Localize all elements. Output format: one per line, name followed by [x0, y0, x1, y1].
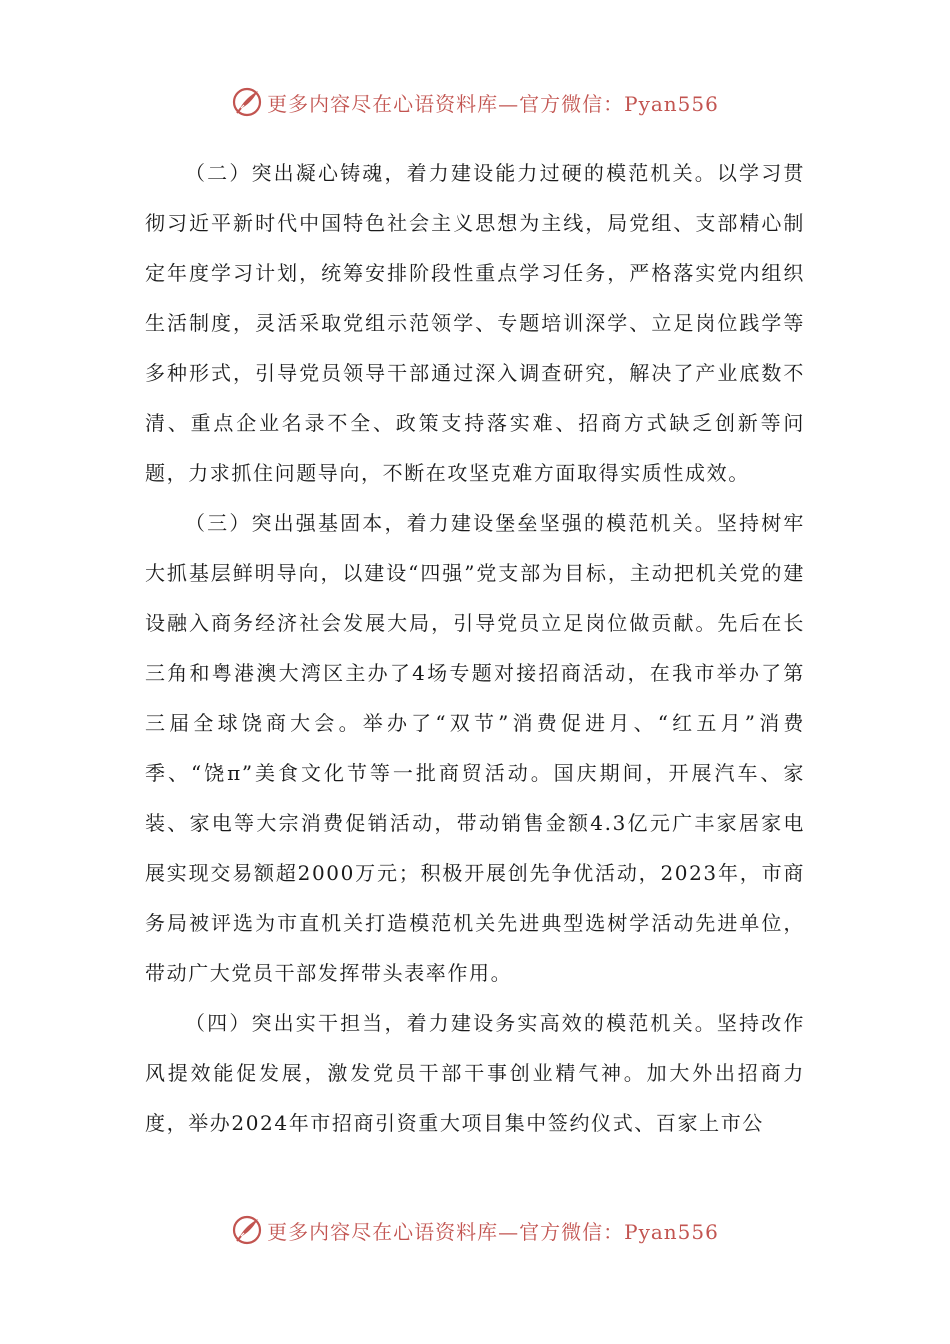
watermark-text: 更多内容尽在心语资料库—官方微信：Pyan556: [267, 91, 719, 116]
watermark-header: [0, 82, 950, 122]
watermark-text: 更多内容尽在心语资料库—官方微信：Pyan556: [267, 1219, 719, 1244]
document-body: [145, 148, 805, 1148]
quill-pen-logo-icon: [231, 1214, 263, 1246]
paragraph-section-4: （四）突出实干担当，着力建设务实高效的模范机关。坚持改作风提效能促发展，激发党员干部干事创业精气神。加大外出招商力度，举办2024年市招商引资重大项目集中签约仪式、百家上市公: [145, 1011, 805, 1135]
paragraph-section-2: （二）突出凝心铸魂，着力建设能力过硬的模范机关。以学习贯彻习近平新时代中国特色社会主义思想为主线，局党组、支部精心制定年度学习计划，统筹安排阶段性重点学习任务，严格落实党内组织生活制度，灵活采取党组示范领学、专题培训深学、立足岗位践学等多种形式，引导党员领导干部通过深入调查研究，解决了产业底数不清、重点企业名录不全、政策支持落实难、招商方式缺乏创新等问题，力求抓住问题导向，不断在攻坚克难方面取得实质性成效。: [145, 161, 805, 485]
quill-pen-logo-icon: [231, 86, 263, 118]
watermark-footer: [0, 1210, 950, 1250]
paragraph-section-3: （三）突出强基固本，着力建设堡垒坚强的模范机关。坚持树牢大抓基层鲜明导向，以建设“四强”党支部为目标，主动把机关党的建设融入商务经济社会发展大局，引导党员立足岗位做贡献。先后在长三角和粤港澳大湾区主办了4场专题对接招商活动，在我市举办了第三届全球饶商大会。举办了“双节”消费促进月、“红五月”消费季、“饶π”美食文化节等一批商贸活动。国庆期间，开展汽车、家装、家电等大宗消费促销活动，带动销售金额4.3亿元广丰家居家电展实现交易额超2000万元；积极开展创先争优活动，2023年，市商务局被评选为市直机关打造模范机关先进典型选树学活动先进单位，带动广大党员干部发挥带头表率作用。: [145, 511, 805, 985]
